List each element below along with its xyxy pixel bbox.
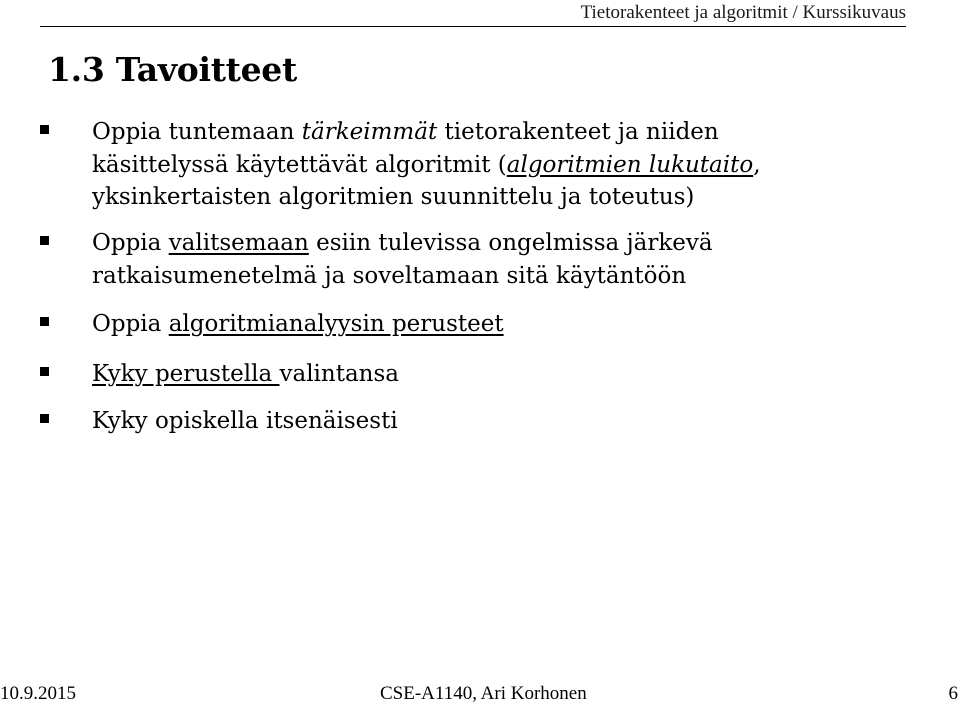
underlined-text: Kyky perustella [92,361,280,387]
bullet-line [92,308,892,341]
bullet-text [92,358,892,391]
text-run: esiin tulevissa ongelmissa järkevä [308,230,713,256]
square-bullet-icon [40,236,49,245]
text-run: Oppia [92,311,169,337]
text-run: tietorakenteet ja niiden [437,119,719,145]
bullet-line: Kyky opiskella itsenäisesti [92,408,398,434]
footer-page-number: 6 [948,683,958,704]
bullet-text [92,308,892,341]
bullet-line [92,227,892,260]
slide-title: 1.3 Tavoitteet [48,50,297,89]
square-bullet-icon [40,317,49,326]
text-run: valintansa [279,361,399,387]
underlined-text: algoritmianalyysin perusteet [168,311,504,337]
bullet-line: yksinkertaisten algoritmien suunnittelu ja toteutus) [92,184,695,210]
footer-date: 10.9.2015 [0,683,76,704]
text-run: Oppia tuntemaan [92,119,302,145]
bullet-text [92,227,892,292]
bullet-line [92,149,892,182]
underlined-text: valitsemaan [168,230,309,256]
header-divider [40,26,906,27]
bullet-line: ratkaisumenetelmä ja soveltamaan sitä käytäntöön [92,262,687,289]
footer-course-author: CSE-A1140, Ari Korhonen [380,683,587,704]
emphasis-text: algoritmien lukutaito [506,151,754,178]
bullet-line [92,116,892,149]
text-run: Oppia [92,230,169,256]
square-bullet-icon [40,125,49,134]
bullet-text [92,405,892,438]
square-bullet-icon [40,367,49,376]
bullet-line [92,358,892,391]
emphasis-text: tärkeimmät [301,119,438,145]
header-course-title: Tietorakenteet ja algoritmit / Kurssikuvaus [580,2,906,23]
square-bullet-icon [40,414,49,423]
text-run: käsittelyssä käytettävät algoritmit ( [92,151,507,178]
bullet-text [92,116,892,214]
text-run: , [753,151,761,178]
